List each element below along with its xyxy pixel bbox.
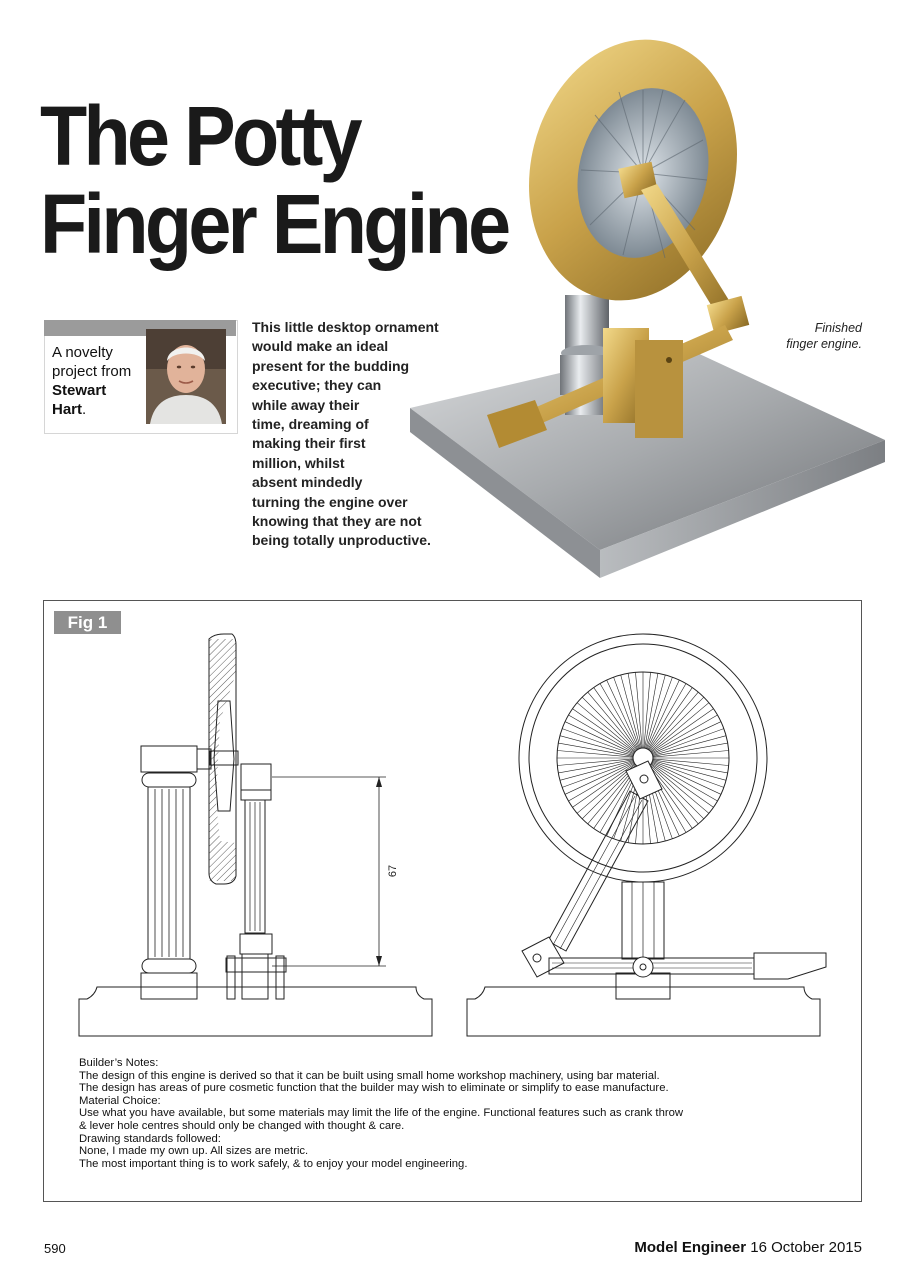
caption-line-1: Finished — [814, 321, 862, 335]
intro-line: executive; they can — [252, 377, 382, 394]
side-lever-fork — [240, 934, 272, 954]
magazine-footer — [634, 1239, 862, 1256]
flywheel-spoke — [649, 766, 698, 824]
dimension-text: 67 — [387, 864, 399, 878]
flywheel-spoke — [573, 764, 635, 808]
front-crank-block — [626, 761, 662, 799]
side-crank-collar — [241, 790, 271, 800]
side-column-ring-bottom — [142, 959, 196, 973]
flywheel-spoke — [646, 677, 672, 748]
flywheel-spoke — [614, 677, 640, 748]
flywheel-spoke — [652, 761, 723, 787]
engineering-drawing — [44, 601, 861, 1061]
flywheel-spoke — [652, 762, 721, 794]
builder-notes — [79, 1057, 839, 1170]
flywheel-spoke — [565, 722, 634, 754]
notes-line: Material Choice: — [79, 1094, 161, 1107]
flywheel-spoke — [649, 688, 693, 750]
intro-line: This little desktop ornament — [252, 319, 439, 335]
intro-line: present for the budding — [252, 357, 410, 374]
intro-line: would make an ideal — [252, 338, 389, 355]
author-photo — [146, 329, 226, 424]
flywheel-spoke — [557, 751, 633, 758]
photo-caption — [760, 320, 862, 352]
front-finger-pad — [754, 953, 826, 979]
flywheel-spoke — [650, 697, 704, 751]
flywheel-spoke — [652, 722, 721, 754]
notes-line: Drawing standards followed: — [79, 1132, 221, 1145]
intro-line: time, dreaming of — [252, 416, 369, 433]
side-view — [79, 634, 432, 1036]
flywheel-spoke — [653, 751, 729, 758]
caption-line-2: finger engine. — [786, 337, 862, 351]
flywheel-spoke — [562, 761, 633, 787]
flywheel-spoke — [652, 715, 718, 753]
flywheel-spoke — [573, 709, 635, 753]
side-column-cap — [141, 746, 197, 772]
issue-date: 16 October 2015 — [750, 1239, 862, 1256]
side-pivot-right — [276, 956, 284, 999]
flywheel-spoke — [648, 684, 686, 750]
flywheel-spoke — [652, 729, 723, 755]
flywheel-spoke — [588, 692, 637, 750]
page-number: 590 — [44, 1241, 66, 1256]
intro-line: making their first — [252, 435, 366, 452]
flywheel-spoke — [594, 688, 638, 750]
flywheel-spoke — [600, 684, 638, 750]
notes-line: The design has areas of pure cosmetic function that the builder may wish to eliminate or simplify to ease manufacture. — [79, 1082, 669, 1095]
flywheel-spoke — [607, 680, 639, 749]
front-rod-end — [522, 937, 564, 977]
byline-suffix: . — [82, 401, 87, 418]
notes-line: Builder’s Notes: — [79, 1057, 159, 1069]
title-line-2: Finger Engine — [40, 177, 508, 271]
side-base — [79, 987, 432, 1036]
side-column-foot — [141, 973, 197, 999]
intro-line: million, whilst — [252, 454, 345, 471]
byline-text — [52, 343, 142, 419]
flywheel-spoke — [644, 672, 651, 748]
flywheel-spoke — [565, 762, 634, 794]
intro-text — [252, 318, 452, 551]
flywheel-spoke — [569, 763, 635, 801]
notes-line: The most important thing is to work safely, & to enjoy your model engineering. — [79, 1157, 468, 1170]
side-column-ring-top — [142, 773, 196, 787]
notes-line: None, I made my own up. All sizes are metric. — [79, 1145, 309, 1158]
author-name: Stewart Hart — [52, 382, 107, 418]
flywheel-spoke — [582, 697, 636, 751]
intro-line: being totally unproductive. — [252, 532, 431, 549]
side-column-flutes — [155, 789, 183, 957]
flywheel-spoke — [557, 759, 633, 766]
side-crank-pin-block — [241, 764, 271, 790]
notes-line: The design of this engine is derived so that it can be built using small home workshop machinery, using bar material. — [79, 1069, 660, 1082]
notes-line: & lever hole centres should only be changed with thought & care. — [79, 1119, 405, 1132]
intro-line: absent mindedly — [252, 474, 363, 491]
title-line-1: The Potty — [40, 89, 359, 183]
flywheel-spoke — [652, 763, 718, 801]
flywheel-spoke — [653, 759, 729, 766]
byline-prefix: A novelty project from — [52, 344, 132, 380]
bearing-block-right — [635, 340, 683, 438]
intro-line: knowing that they are not — [252, 513, 422, 530]
intro-line: turning the engine over — [252, 493, 408, 510]
flywheel-spoke — [649, 692, 698, 750]
side-pivot-left — [227, 956, 235, 999]
magazine-name: Model Engineer — [634, 1239, 747, 1256]
side-lever-body — [242, 954, 268, 999]
notes-line: Use what you have available, but some materials may limit the life of the engine. Functional features such as crank throw — [79, 1107, 684, 1120]
finished-engine-photo — [395, 30, 900, 590]
pivot-pin — [666, 357, 672, 363]
flywheel-spoke — [577, 703, 635, 752]
figure-label: Fig 1 — [54, 611, 121, 634]
front-base — [467, 987, 820, 1036]
flywheel-spoke — [562, 729, 633, 755]
side-flywheel-hatch — [209, 639, 236, 881]
intro-line: while away their — [252, 396, 360, 413]
front-lever-pivot — [633, 957, 653, 977]
flywheel-spoke — [651, 709, 713, 753]
flywheel-spoke — [647, 680, 679, 749]
flywheel-spoke — [651, 703, 709, 752]
flywheel-spoke — [636, 672, 643, 748]
flywheel-spoke — [650, 765, 704, 819]
front-view — [467, 634, 826, 1036]
flywheel-spoke — [569, 715, 635, 753]
